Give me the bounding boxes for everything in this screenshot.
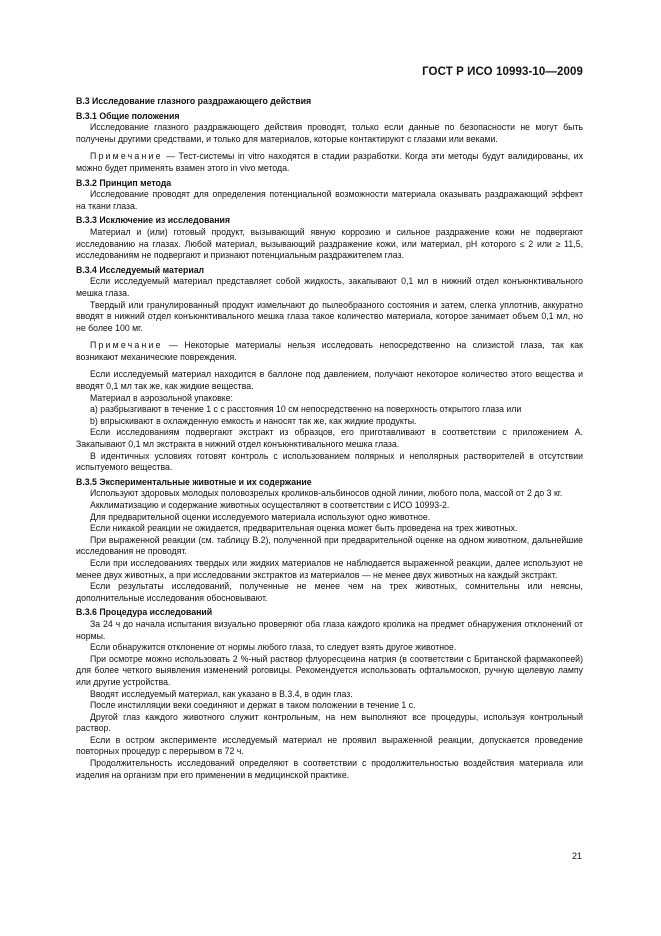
body-paragraph: Другой глаз каждого животного служит контрольным, на нем выполняют все процедуры, используя контрольный раствор. — [76, 711, 583, 734]
note-label: Примечание — [90, 151, 163, 162]
body-paragraph: Если в остром эксперименте исследуемый материал не проявил выраженной реакции, допускается проведение повторных процедур с перерывом в 72 ч. — [76, 734, 583, 757]
document-header: ГОСТ Р ИСО 10993-10—2009 — [422, 66, 583, 78]
body-paragraph: Если исследуемый материал представляет собой жидкость, закапывают 0,1 мл в нижний отдел конъюнктивального мешка глаза. — [76, 276, 583, 298]
body-paragraph: После инстилляции веки соединяют и держат в таком положении в течение 1 с. — [90, 700, 416, 711]
body-paragraph: Исследование глазного раздражающего действия проводят, только если данные по безопасности не могут быть получены другими средствами, и только для материалов, которые контактируют с глазами или веками. — [76, 122, 583, 144]
body-paragraph: Твердый или гранулированный продукт измельчают до пылеобразного состояния и затем, слегка уплотнив, аккуратно вводят в нижний отдел конъюнктивального мешка глаза такое количество материала, которое занимает объем 0,1 мл, но не более 100 мг. — [76, 299, 583, 333]
body-paragraph: Если исследованиям подвергают экстракт из образцов, его приготавливают в соответствии с приложением А. Закапывают 0,1 мл экстракта в нижний отдел конъюнктивального мешка глаза. — [76, 427, 583, 450]
body-paragraph: Исследование проводят для определения потенциальной возможности материала оказывать раздражающий эффект на ткани глаза. — [76, 189, 583, 211]
body-paragraph: Если результаты исследований, полученные не менее чем на трех животных, сомнительны или неясны, дополнительные исследования обосновывают. — [76, 581, 583, 603]
note-text: — Некоторые материалы нельзя исследовать непосредственно на слизистой глаза, так как возникают механические повреждения. — [76, 340, 583, 362]
body-paragraph: Вводят исследуемый материал, как указано в В.3.4, в один глаз. — [90, 688, 353, 699]
body-paragraph: b) впрыскивают в охлажденную емкость и наносят так же, как жидкие продукты. — [90, 415, 417, 426]
body-paragraph: За 24 ч до начала испытания визуально проверяют оба глаза каждого кролика на предмет обнаружения отклонений от нормы. — [76, 618, 583, 641]
body-paragraph: Если обнаружится отклонение от нормы любого глаза, то следует взять другое животное. — [90, 642, 457, 653]
note-paragraph — [76, 340, 583, 363]
document-body — [76, 96, 583, 781]
page-number: 21 — [571, 851, 582, 861]
subsection-heading: В.3.1 Общие положения — [76, 110, 180, 121]
subsection-heading: В.3.4 Исследуемый материал — [76, 264, 205, 275]
body-paragraph: В идентичных условиях готовят контроль с использованием полярных и неполярных растворителей в отсутствии испытуемого вещества. — [76, 450, 583, 473]
body-paragraph: Продолжительность исследований определяют в соответствии с продолжительностью воздействия материала или изделия на организм при его применении в медицинской практике. — [76, 758, 583, 780]
body-paragraph: Акклиматизацию и содержание животных осуществляют в соответствии с ИСО 10993-2. — [90, 500, 450, 510]
note-paragraph — [76, 151, 583, 174]
note-text: — Тест-системы in vitro находятся в стадии разработки. Когда эти методы будут валидированы, их можно будет применять взамен этого in vivo метода. — [76, 151, 583, 173]
body-paragraph: Если исследуемый материал находится в баллоне под давлением, получают некоторое количество этого вещества и вводят 0,1 мл так же, как жидкие вещества. — [76, 369, 583, 392]
body-paragraph: Для предварительной оценки исследуемого материала используют одно животное. — [90, 511, 431, 522]
subsection-heading: В.3.5 Экспериментальные животные и их содержание — [76, 476, 312, 487]
body-paragraph: Используют здоровых молодых половозрелых кроликов-альбиносов одной линии, любого пола, массой от 2 до 3 кг. — [90, 488, 563, 499]
body-paragraph: Материал в аэрозольной упаковке: — [90, 392, 233, 403]
subsection-heading: В.3.6 Процедура исследований — [76, 607, 213, 618]
note-label: Примечание — [90, 340, 163, 351]
section-heading: В.3 Исследование глазного раздражающего действия — [76, 96, 312, 106]
body-paragraph: a) разбрызгивают в течение 1 с с расстояния 10 cм непосредственно на поверхность открытого глаза или — [90, 404, 522, 415]
body-paragraph: Если при исследованиях твердых или жидких материалов не наблюдается выраженной реакции, далее используют не менее двух животных, а при исследовании экстрактов из материалов — не менее двух животных на каждый экстракт. — [76, 557, 583, 580]
body-paragraph: Если никакой реакции не ожидается, предварительная оценка может быть проведена на трех животных. — [90, 523, 518, 534]
body-paragraph: Материал и (или) готовый продукт, вызывающий явную коррозию и сильное раздражение кожи не подвергают исследованию на глазах. Любой материал, вызывающий раздражение кожи, или материал, pH которого ≤ 2 или ≥ 11,5, исследованиям не подвергают и признают потенциальным раздражителем глаз. — [76, 226, 583, 261]
body-paragraph: При выраженной реакции (см. таблицу В.2), полученной при предварительной оценке на одном животном, дальнейшие исследования не проводят. — [76, 534, 583, 557]
subsection-heading: В.3.3 Исключение из исследования — [76, 215, 230, 226]
body-paragraph: При осмотре можно использовать 2 %-ный раствор флуоресцеина натрия (в соответствии с Британской фармакопеей) для более четкого выявления изменений роговицы. Рекомендуется использовать офтальмоскоп, ручную щелевую лампу или другие устройства. — [76, 653, 583, 687]
subsection-heading: В.3.2 Принцип метода — [76, 177, 172, 188]
